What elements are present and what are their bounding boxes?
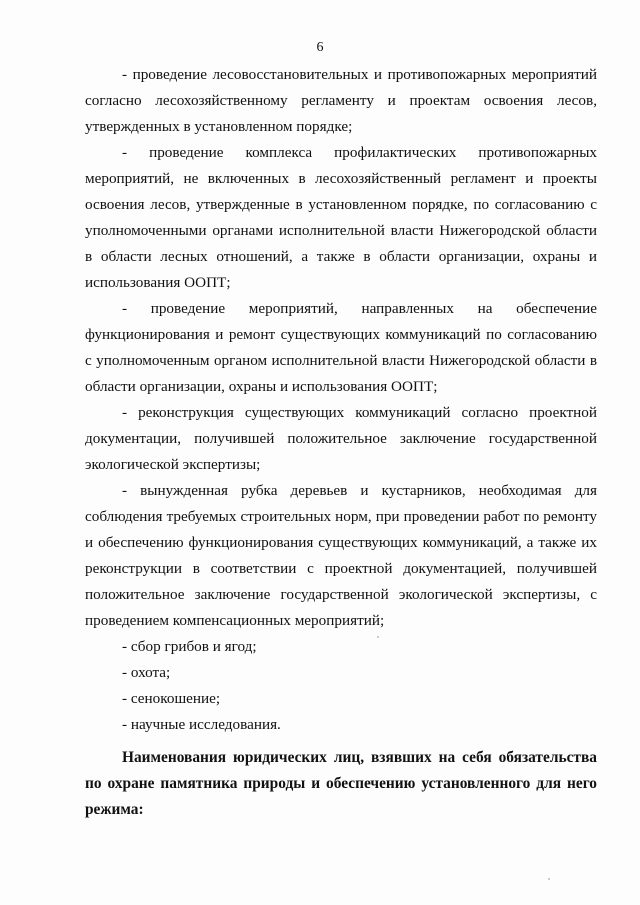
paragraph-reforestation: - проведение лесовосстановительных и противопожарных мероприятий согласно лесохозяйственному регламенту и проектам освоения лесов, утвержденных в установленном порядке; [85, 66, 597, 135]
paragraph-fire-prevention: - проведение комплекса профилактических противопожарных мероприятий, не включенных в лесохозяйственный регламент и проекты освоения лесов, утвержденные в установленном порядке, по согласованию с уполномоченными органами исполнительной власти Нижегородской области в области лесных отношений, а также в области организации, охраны и использования ООПТ; [85, 144, 597, 291]
scan-speck [377, 636, 379, 638]
list-item-mushrooms: - сбор грибов и ягод; [122, 638, 257, 655]
section-heading: Наименования юридических лиц, взявших на себя обязательства по охране памятника природы и обеспечению установленного для него режима: [85, 749, 597, 818]
paragraph-communications-repair: - проведение мероприятий, направленных на обеспечение функционирования и ремонт существующих коммуникаций по согласованию с уполномоченным органом исполнительной власти Нижегородской области в области организации, охраны и использования ООПТ; [85, 300, 597, 395]
paragraph-reconstruction: - реконструкция существующих коммуникаций согласно проектной документации, получившей положительное заключение государственной экологической экспертизы; [85, 404, 597, 473]
page-number: 6 [316, 40, 324, 55]
paragraph-forced-felling: - вынужденная рубка деревьев и кустарников, необходимая для соблюдения требуемых строительных норм, при проведении работ по ремонту и обеспечению функционирования существующих коммуникаций, а также их реконструкции в соответствии с проектной документацией, получившей положительное заключение государственной экологической экспертизы, с проведением компенсационных мероприятий; [85, 482, 597, 629]
document-body [85, 62, 597, 823]
list-item-haymaking: - сенокошение; [122, 690, 221, 707]
list-item-hunting: - охота; [122, 664, 171, 681]
scan-speck [548, 878, 550, 880]
list-item-research: - научные исследования. [122, 716, 281, 733]
